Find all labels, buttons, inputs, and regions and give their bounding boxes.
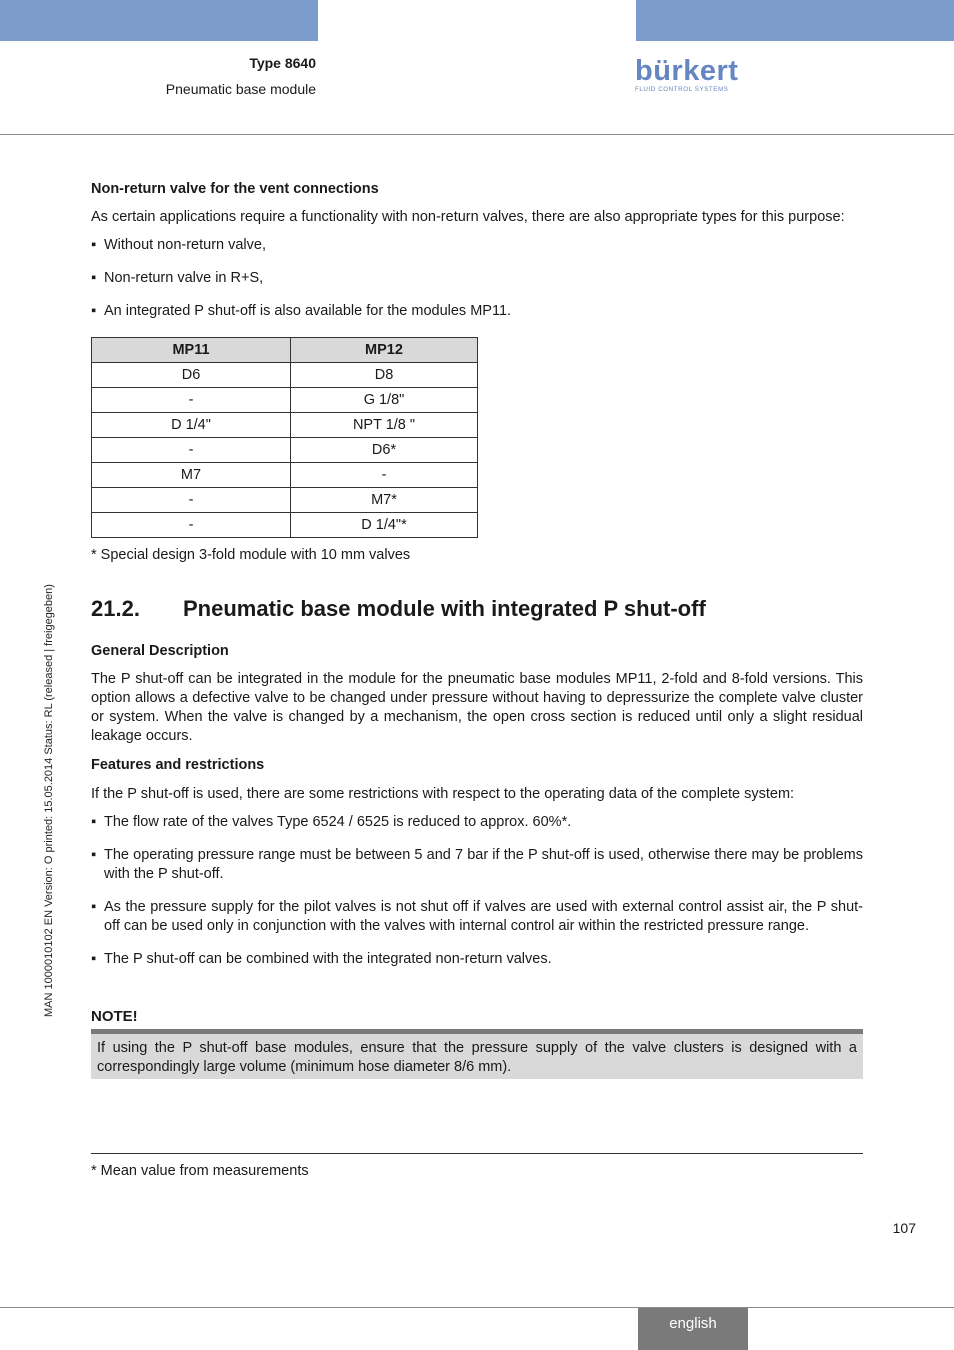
- table-cell: -: [92, 513, 291, 538]
- table-cell: M7*: [291, 488, 478, 513]
- table-cell: G 1/8": [291, 388, 478, 413]
- section-number: 21.2.: [91, 596, 140, 621]
- table-cell: D6*: [291, 438, 478, 463]
- general-description-text: The P shut-off can be integrated in the module for the pneumatic base modules MP11, 2-fold and 8-fold versions. This option allows a defective valve to be changed under pressure without having to depressurize the complete valve cluster or system. When the valve is changed by a mechanism, the open cross section is reduced until only a slight residual leakage occurs.: [91, 671, 863, 744]
- table-row: [92, 438, 478, 463]
- table-cell: D 1/4"*: [291, 513, 478, 538]
- section-intro: As certain applications require a functionality with non-return valves, there are also appropriate types for this purpose:: [91, 209, 845, 225]
- section-heading-non-return: Non-return valve for the vent connections: [91, 181, 379, 197]
- side-print-info: MAN 1000010102 EN Version: O printed: 15.05.2014 Status: RL (released | freigegeben): [43, 584, 55, 1017]
- table-row: [92, 513, 478, 538]
- table-row: [92, 363, 478, 388]
- section-title-text: Pneumatic base module with integrated P shut-off: [183, 596, 706, 621]
- table-header: MP12: [291, 338, 478, 363]
- note-box: [91, 1029, 863, 1079]
- table-header-row: [92, 338, 478, 363]
- header-bar-right: [636, 0, 954, 41]
- footnote: * Mean value from measurements: [91, 1163, 309, 1179]
- table-cell: D6: [92, 363, 291, 388]
- list-item: ▪ The operating pressure range must be between 5 and 7 bar if the P shut-off is used, otherwise there may be problems with the P shut-off.: [91, 847, 863, 882]
- list-item: ▪ Without non-return valve,: [91, 237, 266, 253]
- document-subtitle: Pneumatic base module: [165, 81, 316, 97]
- table-cell: D8: [291, 363, 478, 388]
- table-row: [92, 463, 478, 488]
- connections-table: [91, 337, 478, 538]
- list-item: ▪ Non-return valve in R+S,: [91, 270, 264, 286]
- list-item: ▪ As the pressure supply for the pilot valves is not shut off if valves are used with external control assist air, the P shut-off can be used only in conjunction with the valves with internal control air within the restricted pressure range.: [91, 899, 863, 934]
- note-text: If using the P shut-off base modules, ensure that the pressure supply of the valve clusters is designed with a correspondingly large volume (minimum hose diameter 8/6 mm).: [97, 1040, 857, 1075]
- note-heading: NOTE!: [91, 1008, 138, 1025]
- table-cell: M7: [92, 463, 291, 488]
- language-tab: english: [638, 1308, 748, 1350]
- header-bar-left: [0, 0, 318, 41]
- table-cell: -: [92, 488, 291, 513]
- table-cell: -: [92, 438, 291, 463]
- table-footnote: * Special design 3-fold module with 10 mm valves: [91, 547, 411, 563]
- page-number: 107: [892, 1220, 916, 1236]
- features-heading: Features and restrictions: [91, 757, 265, 773]
- table-row: [92, 413, 478, 438]
- list-item: ▪ An integrated P shut-off is also available for the modules MP11.: [91, 303, 512, 319]
- footnote-divider: [91, 1153, 863, 1154]
- table-cell: -: [92, 388, 291, 413]
- burkert-logo: [635, 55, 739, 98]
- section-title: [91, 596, 706, 622]
- document-type: Type 8640: [249, 55, 316, 71]
- table-cell: D 1/4": [92, 413, 291, 438]
- logo-tagline: FLUID CONTROL SYSTEMS: [635, 86, 729, 93]
- footer-divider: [0, 1307, 954, 1308]
- list-item: ▪ The P shut-off can be combined with the integrated non-return valves.: [91, 951, 552, 967]
- table-cell: NPT 1/8 ": [291, 413, 478, 438]
- list-item: ▪ The flow rate of the valves Type 6524 / 6525 is reduced to approx. 60%*.: [91, 814, 572, 830]
- table-row: [92, 388, 478, 413]
- general-description-heading: General Description: [91, 643, 229, 659]
- features-intro: If the P shut-off is used, there are some restrictions with respect to the operating data of the complete system:: [91, 786, 795, 802]
- logo-wordmark: bürkert: [635, 55, 739, 87]
- table-row: [92, 488, 478, 513]
- table-header: MP11: [92, 338, 291, 363]
- table-cell: -: [291, 463, 478, 488]
- header-divider: [0, 134, 954, 135]
